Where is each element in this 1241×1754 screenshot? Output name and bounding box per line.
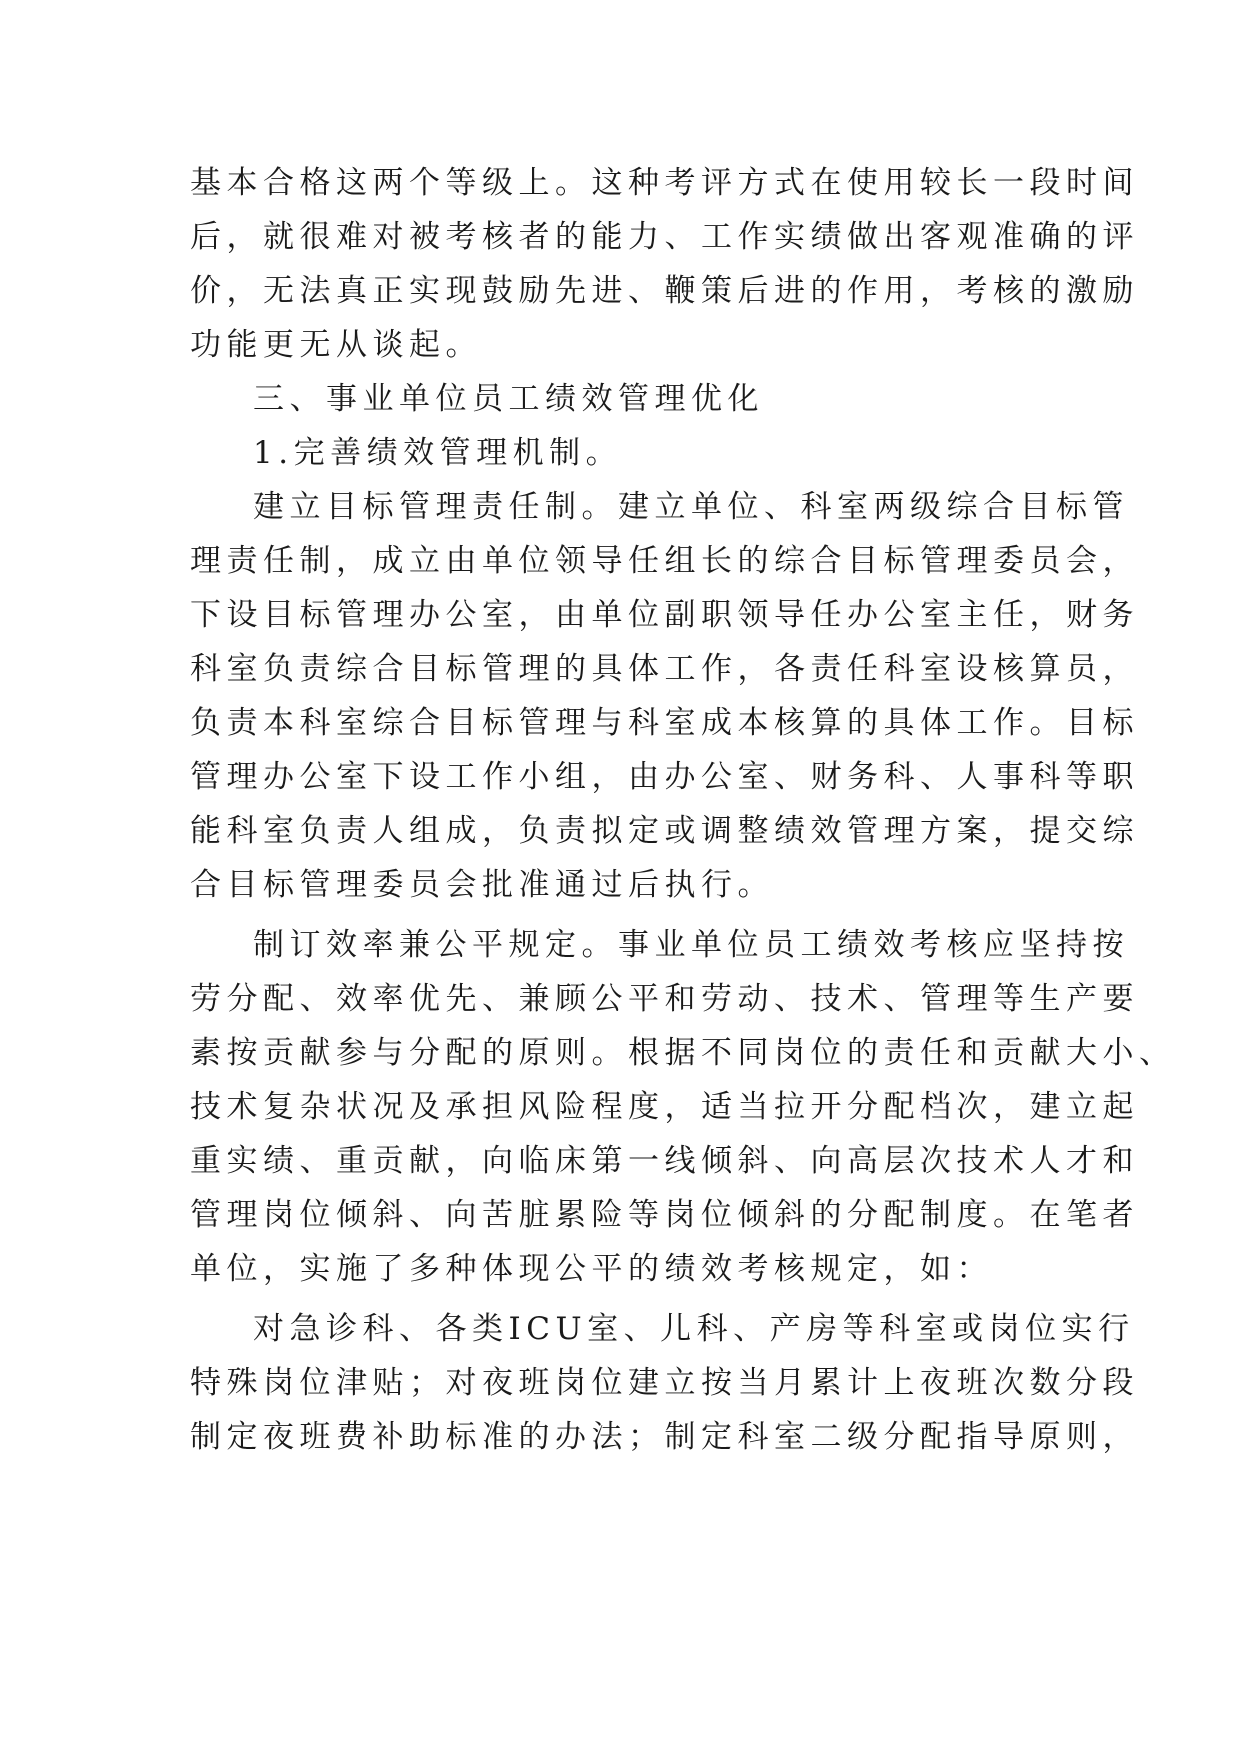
text-line: 能科室负责人组成，负责拟定或调整绩效管理方案，提交综 — [190, 813, 1139, 849]
text-line: 素按贡献参与分配的原则。根据不同岗位的责任和贡献大小、 — [190, 1035, 1176, 1071]
text-line: 下设目标管理办公室，由单位副职领导任办公室主任，财务 — [190, 597, 1139, 633]
text-line: 建立目标管理责任制。建立单位、科室两级综合目标管 — [253, 489, 1129, 525]
text-line: 制订效率兼公平规定。事业单位员工绩效考核应坚持按 — [253, 927, 1129, 963]
text-line: 制定夜班费补助标准的办法；制定科室二级分配指导原则， — [190, 1419, 1139, 1455]
text-line: 对急诊科、各类ICU室、儿科、产房等科室或岗位实行 — [253, 1311, 1135, 1347]
text-line: 劳分配、效率优先、兼顾公平和劳动、技术、管理等生产要 — [190, 981, 1139, 1017]
text-line: 合目标管理委员会批准通过后执行。 — [190, 867, 774, 903]
text-line: 科室负责综合目标管理的具体工作，各责任科室设核算员， — [190, 651, 1139, 687]
text-line: 功能更无从谈起。 — [190, 327, 482, 363]
text-line: 负责本科室综合目标管理与科室成本核算的具体工作。目标 — [190, 705, 1139, 741]
text-line: 重实绩、重贡献，向临床第一线倾斜、向高层次技术人才和 — [190, 1143, 1139, 1179]
text-line: 管理办公室下设工作小组，由办公室、财务科、人事科等职 — [190, 759, 1139, 795]
text-line: 管理岗位倾斜、向苦脏累险等岗位倾斜的分配制度。在笔者 — [190, 1197, 1139, 1233]
text-line: 技术复杂状况及承担风险程度，适当拉开分配档次，建立起 — [190, 1089, 1139, 1125]
section-heading: 三、事业单位员工绩效管理优化 — [253, 381, 764, 417]
text-line: 单位，实施了多种体现公平的绩效考核规定，如： — [190, 1251, 993, 1287]
text-line: 特殊岗位津贴；对夜班岗位建立按当月累计上夜班次数分段 — [190, 1365, 1139, 1401]
text-line: 基本合格这两个等级上。这种考评方式在使用较长一段时间 — [190, 165, 1139, 201]
text-line: 后，就很难对被考核者的能力、工作实绩做出客观准确的评 — [190, 219, 1139, 255]
text-line: 理责任制，成立由单位领导任组长的综合目标管理委员会， — [190, 543, 1139, 579]
subsection-heading: 1.完善绩效管理机制。 — [253, 435, 623, 471]
text-line: 价，无法真正实现鼓励先进、鞭策后进的作用，考核的激励 — [190, 273, 1139, 309]
